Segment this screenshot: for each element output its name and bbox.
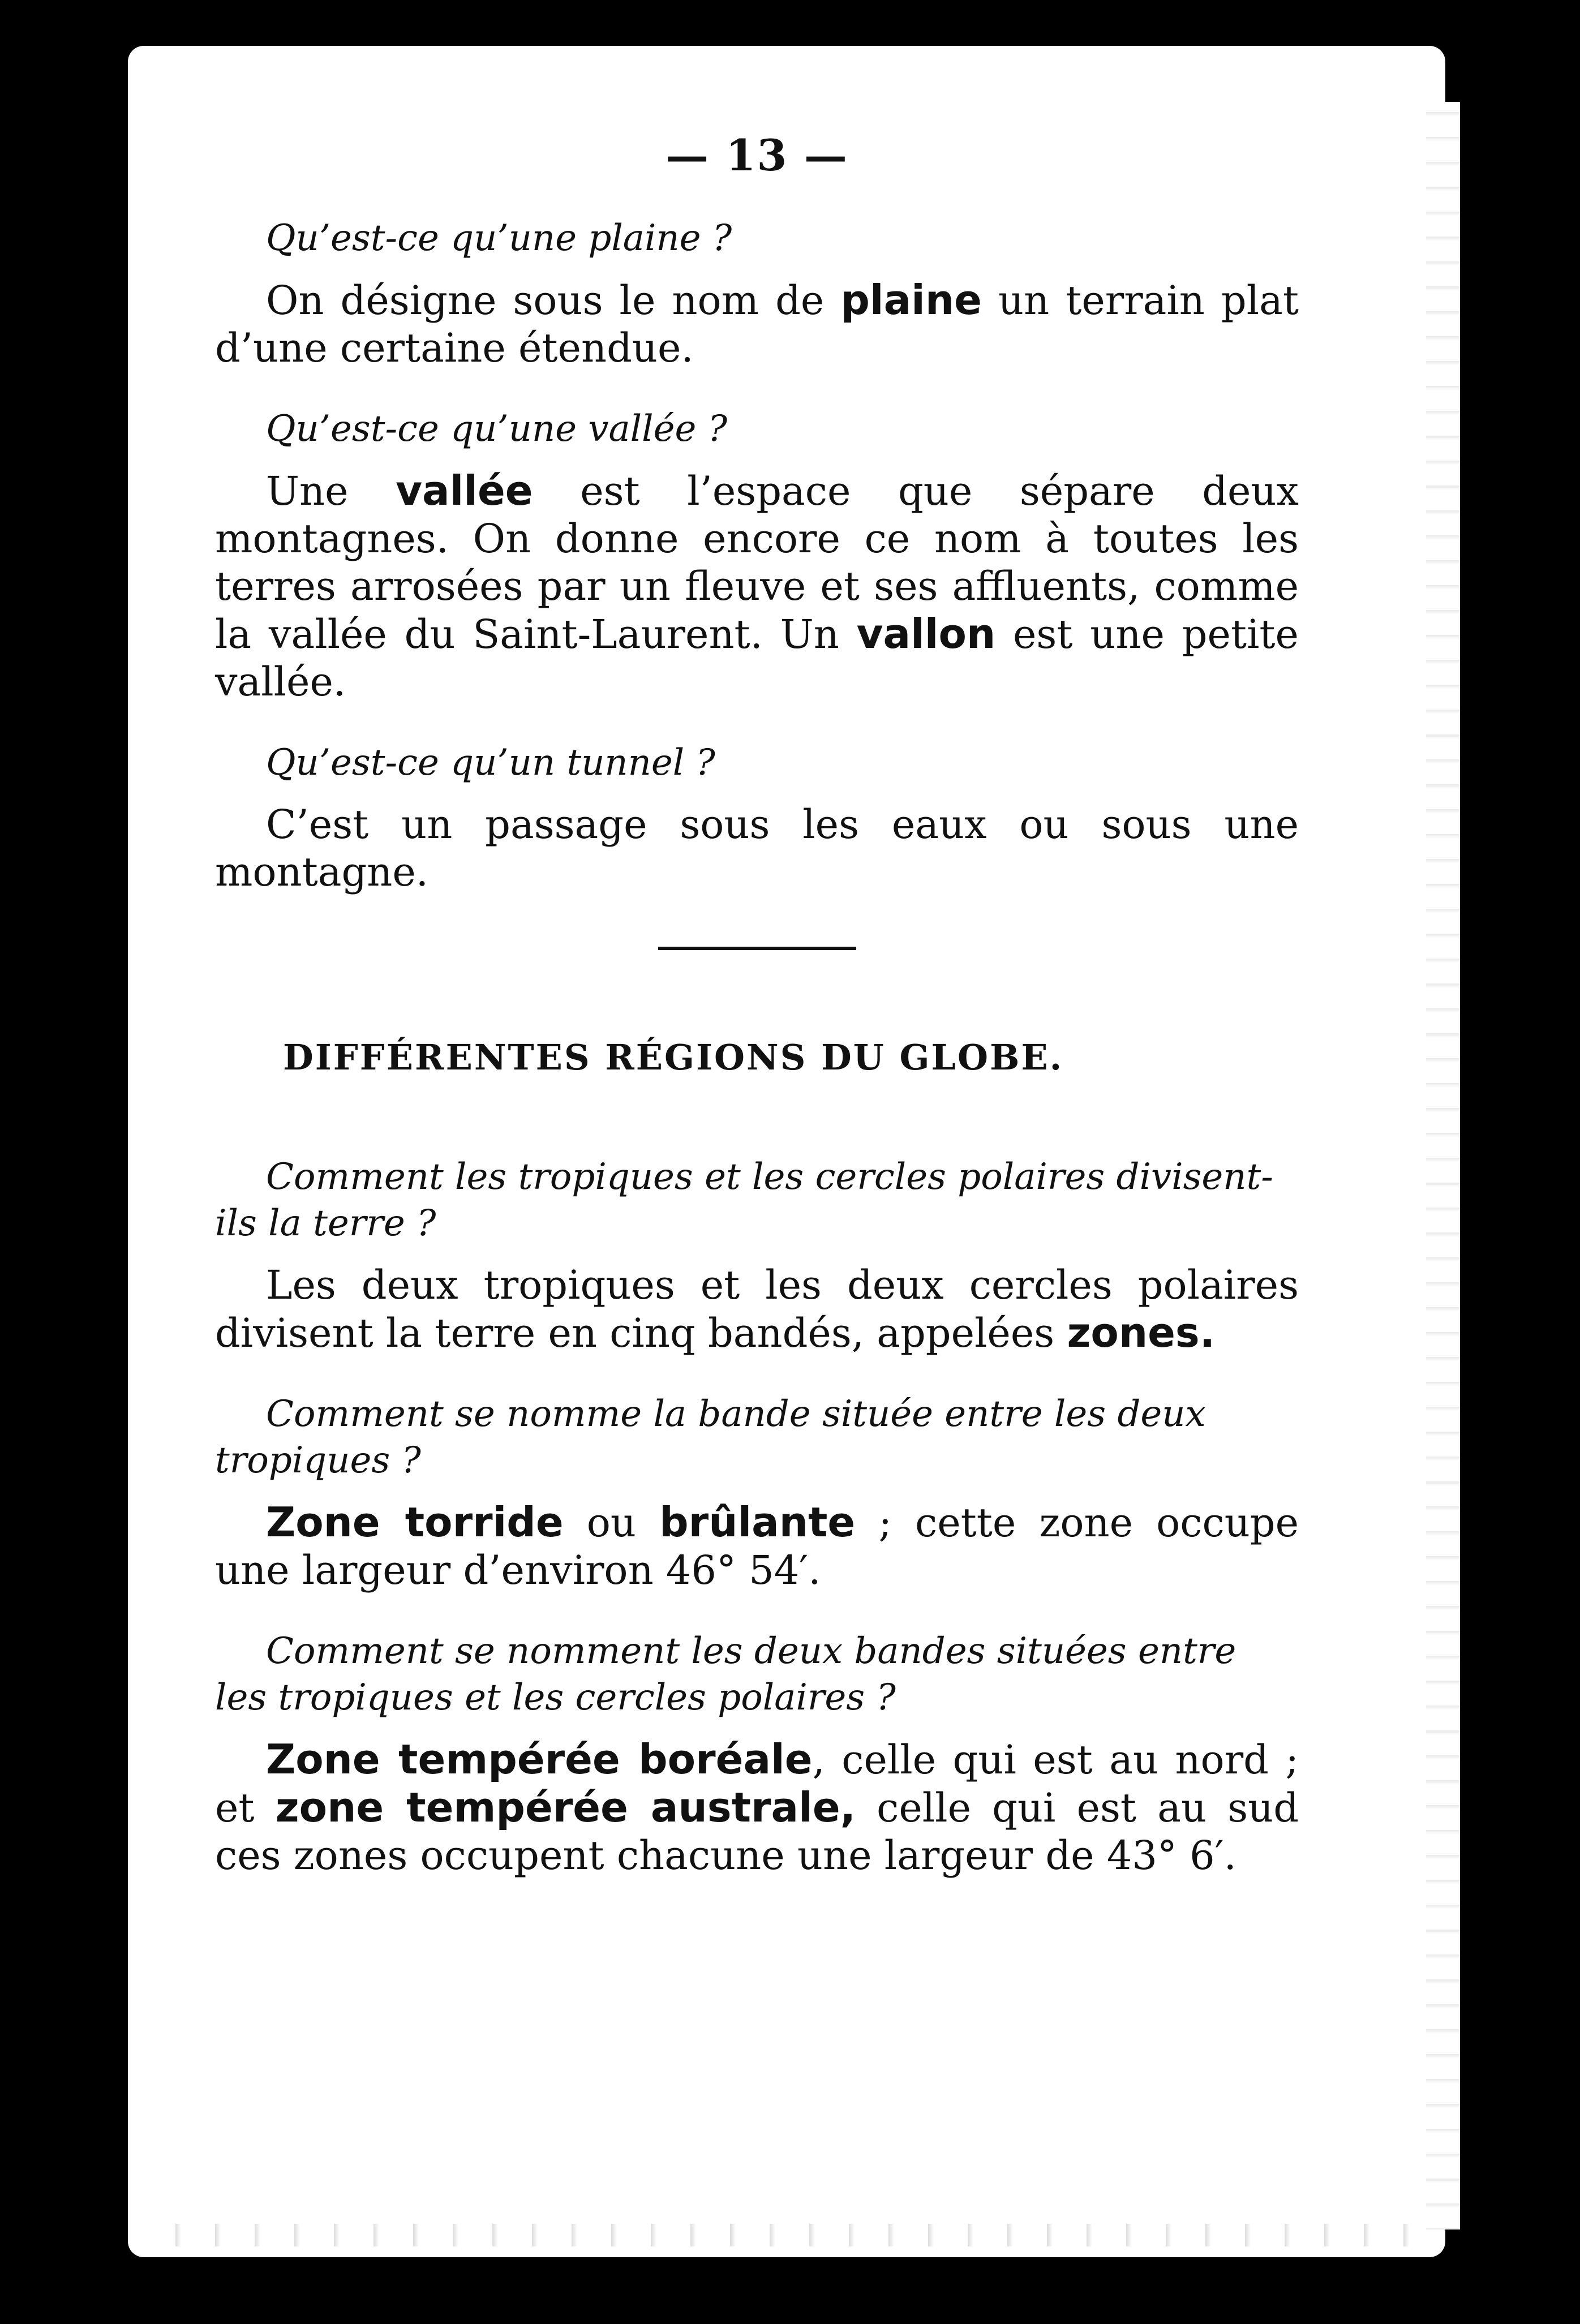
page-number: — 13 — [666,130,848,181]
answer-text: ; cette zone occupe une largeur d’environ 46° 54′. [215,1500,1299,1593]
page-content [215,130,1299,1913]
question-zone-torride: Comment se nomme la bande située entre les deux tropiques ? [215,1393,1206,1481]
answer-zones-temperees [215,1736,1299,1879]
answer-term: zones. [1067,1309,1216,1356]
section-divider [658,947,856,950]
answer-term: vallée [396,467,533,514]
answer-term: zone tempérée australe, [275,1784,856,1831]
answer-term: plaine [840,276,982,324]
answer-text: Les deux tropiques et les deux cercles polaires divisent la terre en cinq bandés, appelées [215,1262,1299,1356]
question-zones-temperees: Comment se nomment les deux bandes situées entre les tropiques et les cercles polaires ? [215,1630,1236,1719]
question-vallee: Qu’est-ce qu’une vallée ? [266,408,727,450]
page-edge-bottom [158,2224,1426,2246]
page-edge-right [1426,102,1460,2230]
answer-text: ou [563,1500,660,1546]
answer-vallee [215,467,1299,706]
question-plaine: Qu’est-ce qu’une plaine ? [266,217,732,259]
answer-zones [215,1261,1299,1357]
question-zones: Comment les tropiques et les cercles polaires divisent-ils la terre ? [215,1156,1273,1244]
answer-text: C’est un passage sous les eaux ou sous une montagne. [215,801,1299,895]
answer-term: Zone torride [266,1498,564,1546]
answer-tunnel [215,801,1299,896]
answer-text: Une [266,468,396,514]
answer-term: brûlante [659,1498,856,1546]
answer-zone-torride [215,1498,1299,1594]
answer-term: Zone tempérée boréale [266,1736,813,1783]
answer-text: est une petite vallée. [215,611,1299,705]
answer-text: est l’espace que sépare deux montagnes. On donne encore ce nom à toutes les terres arrosées par un fleuve et ses affluents, comme la vallée du Saint-Laurent. Un [215,468,1299,658]
answer-term: vallon [856,610,996,658]
answer-text: celle qui est au sud ces zones occupent chacune une largeur de 43° 6′. [215,1785,1299,1879]
book-binding-shadow [85,136,103,2230]
answer-text: On désigne sous le nom de [266,277,841,324]
answer-text: , celle qui est au nord ; et [215,1737,1299,1831]
section-title: DIFFÉRENTES RÉGIONS DU GLOBE. [283,1037,1064,1078]
answer-plaine [215,276,1299,372]
question-tunnel: Qu’est-ce qu’un tunnel ? [266,742,715,784]
answer-text: un terrain plat d’une certaine étendue. [215,277,1299,371]
